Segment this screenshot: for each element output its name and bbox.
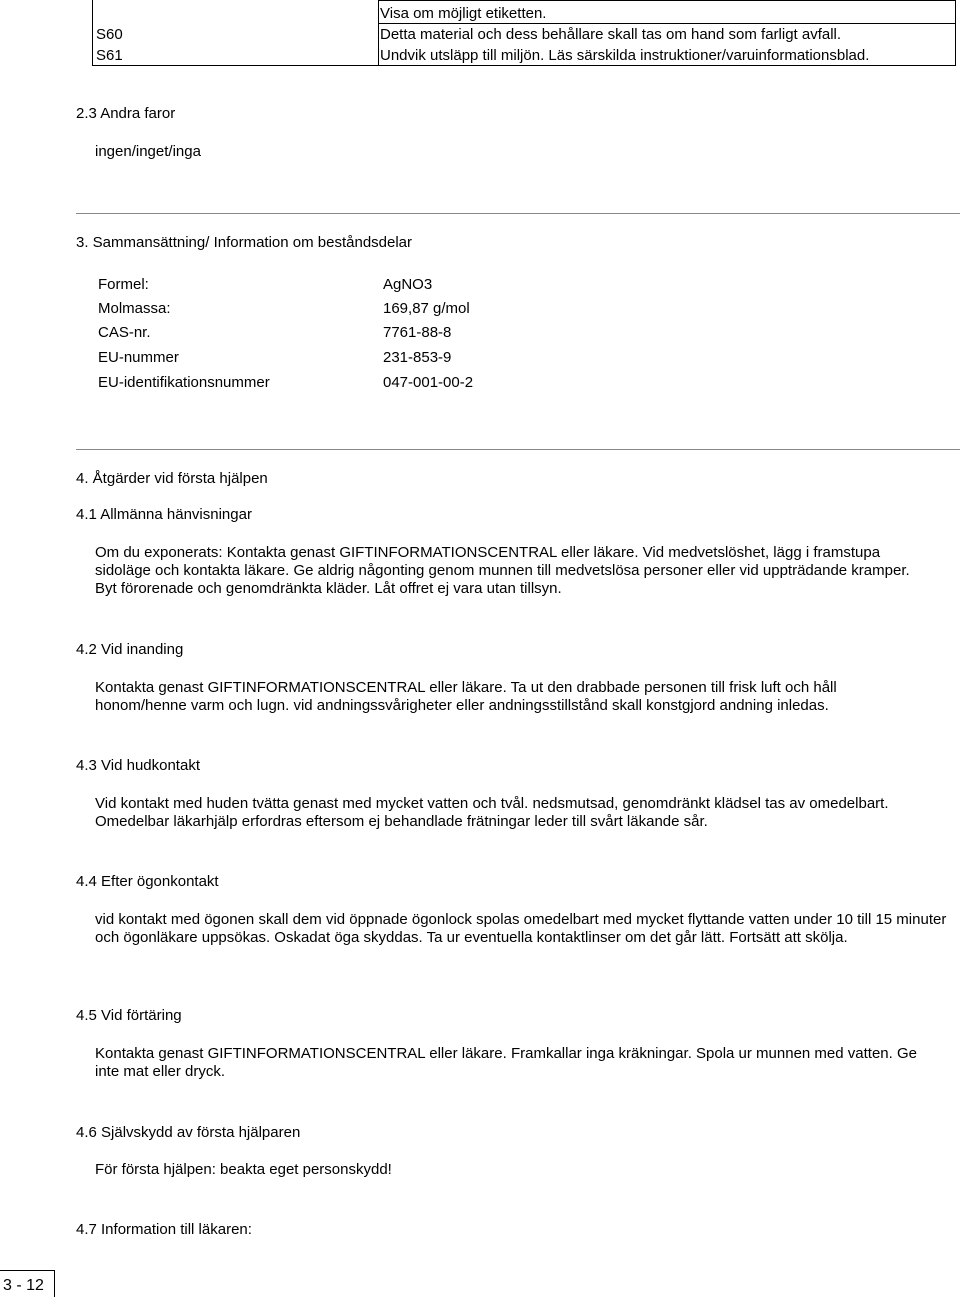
subsection-heading: 4.7 Information till läkaren: — [76, 1221, 252, 1238]
composition-value: 047-001-00-2 — [383, 374, 474, 391]
composition-label: Molmassa: — [98, 300, 171, 317]
subsection-text: Vid kontakt med huden tvätta genast med mycket vatten och tvål. nedsmutsad, genomdränkt klädsel tas av omedelbart. Omedelbar läkarhjälp erfordras eftersom ej behandlade frätningar leder till svårt läkande sår. — [95, 795, 889, 830]
subsection-heading: 4.5 Vid förtäring — [76, 1007, 182, 1024]
subsection-heading: 4.3 Vid hudkontakt — [76, 757, 200, 774]
composition-label: CAS-nr. — [98, 324, 151, 341]
table-column-divider — [378, 0, 379, 65]
section-4-heading: 4. Åtgärder vid första hjälpen — [76, 470, 268, 487]
table-row-divider — [379, 23, 955, 24]
composition-label: EU-nummer — [98, 349, 179, 366]
table-top-border — [379, 0, 955, 1]
subsection-text: För första hjälpen: beakta eget personskydd! — [95, 1161, 392, 1178]
table-row-code: S61 — [96, 47, 123, 64]
subsection-text: Kontakta genast GIFTINFORMATIONSCENTRAL eller läkare. Ta ut den drabbade personen till frisk luft och håll honom/henne varm och lugn. vid andningssvårigheter eller andningsstillstånd skall konstgjord andning inledas. — [95, 679, 837, 714]
subsection-heading: 4.4 Efter ögonkontakt — [76, 873, 219, 890]
subsection-text: Om du exponerats: Kontakta genast GIFTINFORMATIONSCENTRAL eller läkare. Vid medvetslöshet, lägg i framstupa sidoläge och kontakta läkare. Ge aldrig någonting genom munnen till medvetslösa personer eller vid uppträdande kramper. Byt förorenade och genomdränkta kläder. Låt offret ej vara utan tillsyn. — [95, 544, 910, 597]
section-divider — [76, 213, 960, 214]
composition-label: Formel: — [98, 276, 149, 293]
composition-value: 7761-88-8 — [383, 324, 452, 341]
table-row-code: S60 — [96, 26, 123, 43]
subsection-text: Kontakta genast GIFTINFORMATIONSCENTRAL eller läkare. Framkallar inga kräkningar. Spola ur munnen med vatten. Ge inte mat eller dryck. — [95, 1045, 917, 1080]
page-number: 3 - 12 — [3, 1277, 44, 1294]
composition-value: 231-853-9 — [383, 349, 452, 366]
composition-label: EU-identifikationsnummer — [98, 374, 270, 391]
subsection-heading: 4.2 Vid inanding — [76, 641, 184, 658]
section-divider — [76, 449, 960, 450]
table-row-text: Undvik utsläpp till miljön. Läs särskilda instruktioner/varuinformationsblad. — [380, 47, 870, 64]
composition-value: AgNO3 — [383, 276, 433, 293]
subsection-text: vid kontakt med ögonen skall dem vid öppnade ögonlock spolas omedelbart med mycket flyttande vatten under 10 till 15 minuter och ögonläkare uppsökas. Oskadat öga skyddas. Ta ur eventuella kontaktlinser om det går lätt. Fortsätt att skölja. — [95, 911, 947, 946]
subsection-heading: 4.1 Allmänna hänvisningar — [76, 506, 252, 523]
subsection-heading: 4.6 Självskydd av första hjälparen — [76, 1124, 301, 1141]
table-row-text: Detta material och dess behållare skall tas om hand som farligt avfall. — [380, 26, 842, 43]
section-3-heading: 3. Sammansättning/ Information om beståndsdelar — [76, 234, 413, 251]
section-2-3-heading: 2.3 Andra faror — [76, 105, 176, 122]
composition-value: 169,87 g/mol — [383, 300, 470, 317]
table-row-text: Visa om möjligt etiketten. — [380, 5, 547, 22]
section-2-3-text: ingen/inget/inga — [95, 143, 201, 160]
